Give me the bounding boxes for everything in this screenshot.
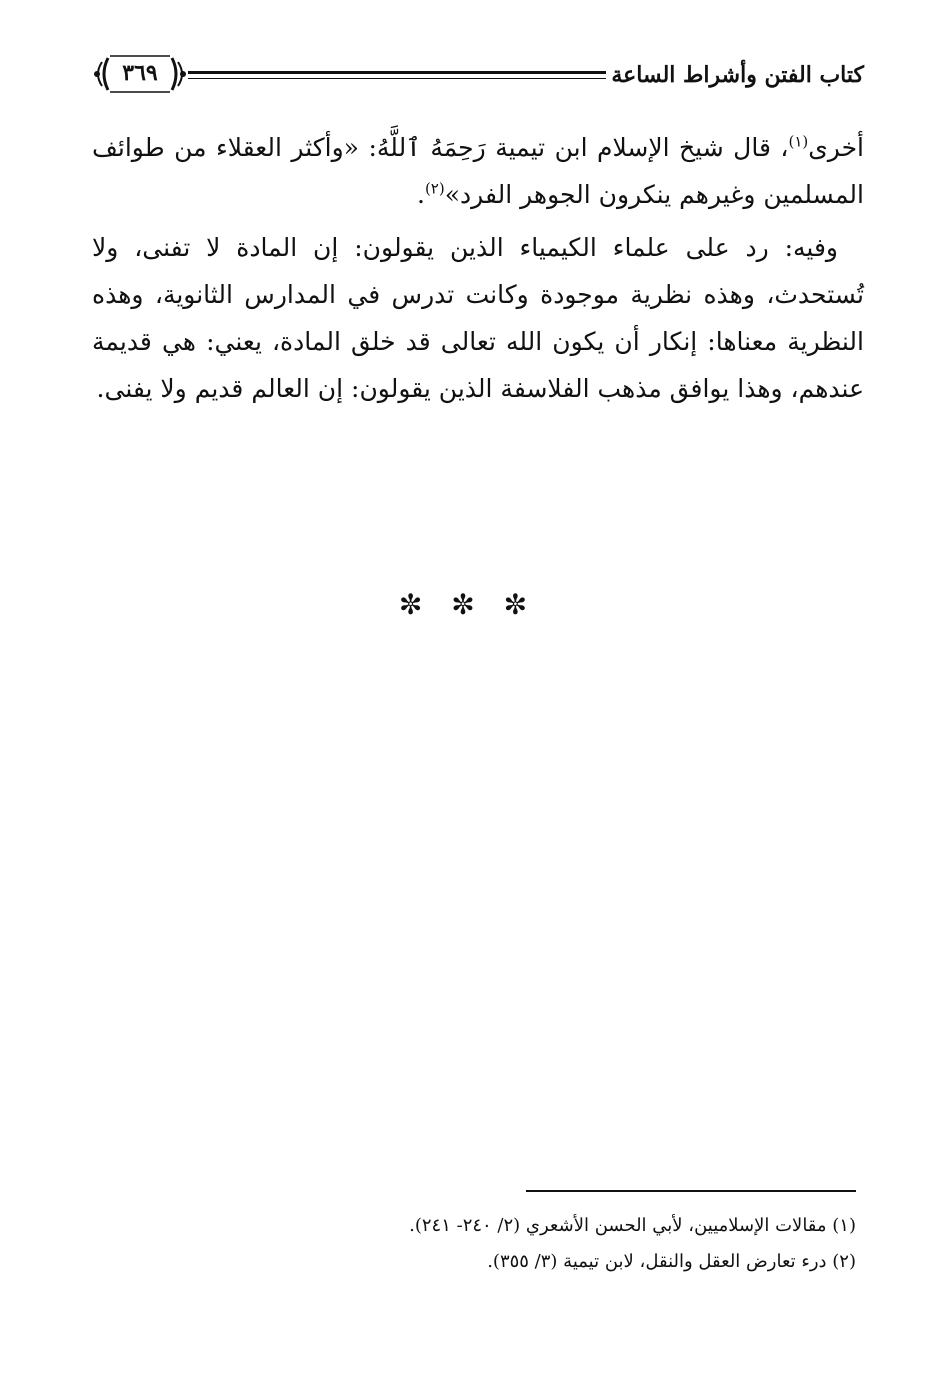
footnote-separator <box>526 1190 856 1192</box>
footnote-reference: (٢) <box>424 179 445 198</box>
text-span: . <box>416 180 425 209</box>
header-rule <box>188 71 606 74</box>
paragraph <box>92 124 864 218</box>
footnote: (١) مقالات الإسلاميين، لأبي الحسن الأشعري (٢/ ٢٤٠- ٢٤١). <box>409 1215 856 1236</box>
main-text <box>92 124 864 418</box>
footnotes <box>76 1208 856 1280</box>
section-ornament: ✼ ✼ ✼ <box>398 588 538 621</box>
header-rule-thin <box>188 78 606 79</box>
paragraph: وفيه: رد على علماء الكيمياء الذين يقولون: إن المادة لا تفنى، ولا تُستحدث، وهذه نظرية موجودة وكانت تدرس في المدارس الثانوية، وهذه النظرية معناها: إنكار أن يكون الله تعالى قد خلق المادة، يعني: هي قديمة عندهم، وهذا يوافق مذهب الفلاسفة الذين يقولون: إن العالم قديم ولا يفنى. <box>92 233 864 403</box>
text-span: ، قال شيخ الإسلام ابن تيمية رَحِمَهُ ٱللَّهُ: «وأكثر العقلاء من طوائف المسلمين وغيرهم ينكرون الجوهر الفرد» <box>92 133 864 209</box>
page-number: ٣٦٩ <box>122 60 158 86</box>
footnote-reference: (١) <box>788 132 809 151</box>
page-header <box>92 52 864 100</box>
page-number-frame <box>92 52 188 96</box>
text-span: أخرى <box>808 133 864 162</box>
running-title: كتاب الفتن وأشراط الساعة <box>611 62 864 88</box>
footnote: (٢) درء تعارض العقل والنقل، لابن تيمية (٣/ ٣٥٥). <box>487 1251 856 1272</box>
